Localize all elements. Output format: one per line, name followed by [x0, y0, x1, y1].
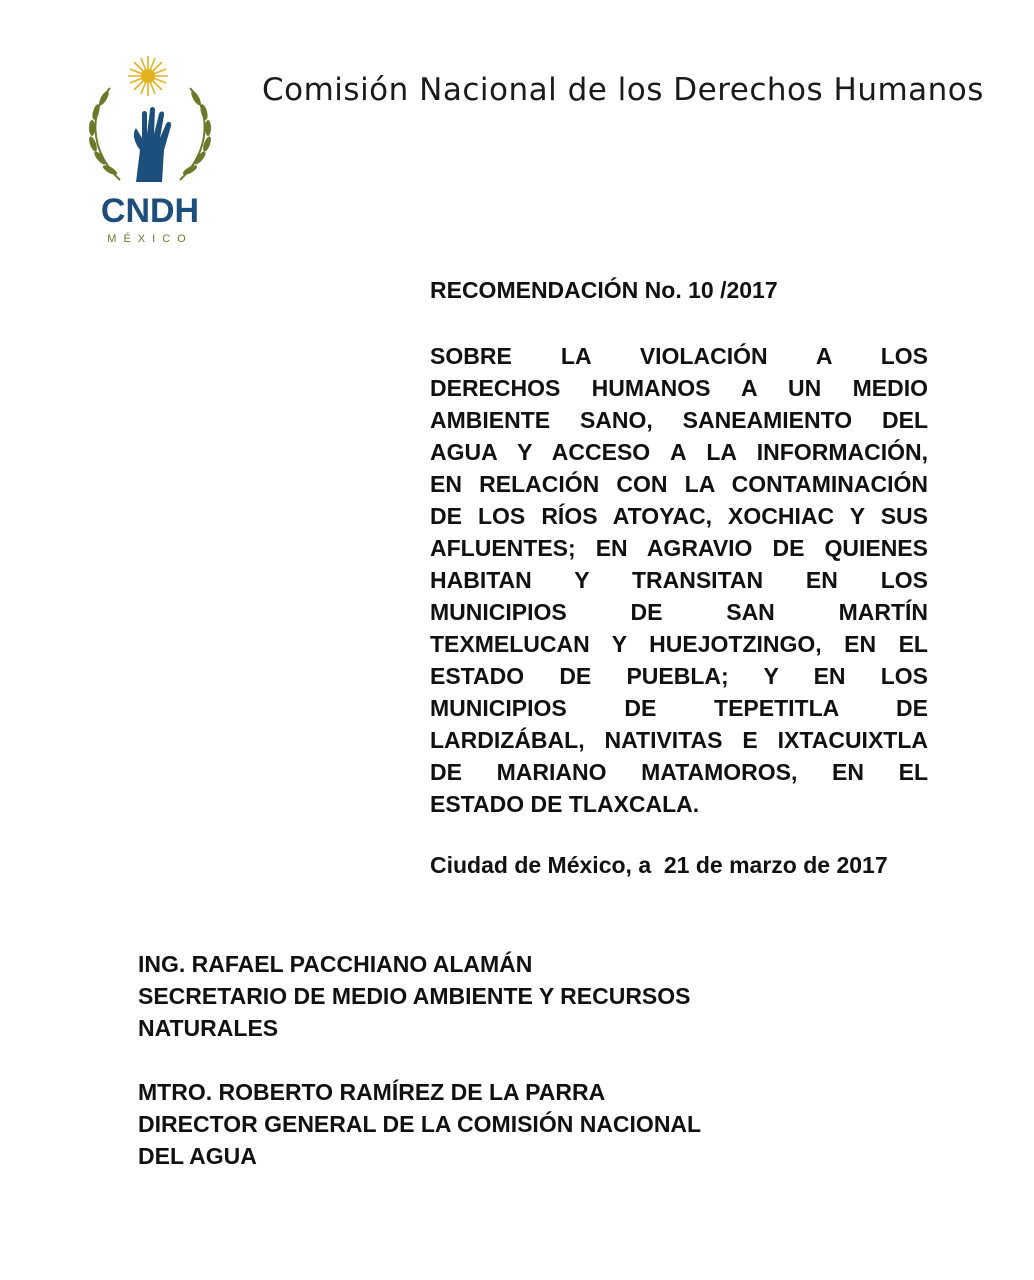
subject-line: DERECHOS HUMANOS A UN MEDIO — [430, 375, 928, 401]
subject-line: ESTADO DE TLAXCALA. — [430, 791, 700, 817]
recipient-name: ING. RAFAEL PACCHIANO ALAMÁN — [138, 951, 533, 977]
recipient-title-line: NATURALES — [138, 1015, 279, 1041]
subject-line: HABITAN Y TRANSITAN EN LOS — [430, 567, 928, 593]
hand-icon — [134, 107, 171, 182]
recipient-title-line: DIRECTOR GENERAL DE LA COMISIÓN NACIONAL — [138, 1111, 702, 1137]
subject-line: ESTADO DE PUEBLA; Y EN LOS — [430, 663, 928, 689]
recipient-block — [138, 1076, 778, 1172]
subject-line: MUNICIPIOS DE SAN MARTÍN — [430, 599, 928, 625]
subject-line: LARDIZÁBAL, NATIVITAS E IXTACUIXTLA — [430, 727, 928, 753]
recommendation-number: RECOMENDACIÓN No. 10 /2017 — [430, 277, 778, 303]
document-date: Ciudad de México, a 21 de marzo de 2017 — [430, 852, 888, 878]
logo-name: CNDH — [100, 192, 200, 230]
laurel-right-icon — [180, 88, 213, 180]
recipient-title-line: SECRETARIO DE MEDIO AMBIENTE Y RECURSOS — [138, 983, 691, 1009]
subject-line: SOBRE LA VIOLACIÓN A LOS — [430, 343, 928, 369]
subject-line: EN RELACIÓN CON LA CONTAMINACIÓN — [430, 471, 928, 497]
subject-line: TEXMELUCAN Y HUEJOTZINGO, EN EL — [430, 631, 928, 657]
logo-country: MÉXICO — [107, 233, 193, 245]
recipient-title-line: DEL AGUA — [138, 1143, 257, 1169]
recipient-name: MTRO. ROBERTO RAMÍREZ DE LA PARRA — [138, 1079, 606, 1105]
organization-name: Comisión Nacional de los Derechos Humanos — [262, 72, 984, 108]
subject-line: DE LOS RÍOS ATOYAC, XOCHIAC Y SUS — [430, 503, 928, 529]
subject-line: DE MARIANO MATAMOROS, EN EL — [430, 759, 928, 785]
sun-icon — [128, 56, 168, 96]
cndh-logo — [80, 50, 220, 250]
subject-line: AMBIENTE SANO, SANEAMIENTO DEL — [430, 407, 928, 433]
subject-line: AFLUENTES; EN AGRAVIO DE QUIENES — [430, 535, 928, 561]
subject-line: AGUA Y ACCESO A LA INFORMACIÓN, — [430, 439, 928, 465]
recipient-block — [138, 948, 778, 1044]
subject-line: MUNICIPIOS DE TEPETITLA DE — [430, 695, 928, 721]
laurel-left-icon — [87, 88, 120, 180]
recommendation-subject — [430, 340, 928, 820]
